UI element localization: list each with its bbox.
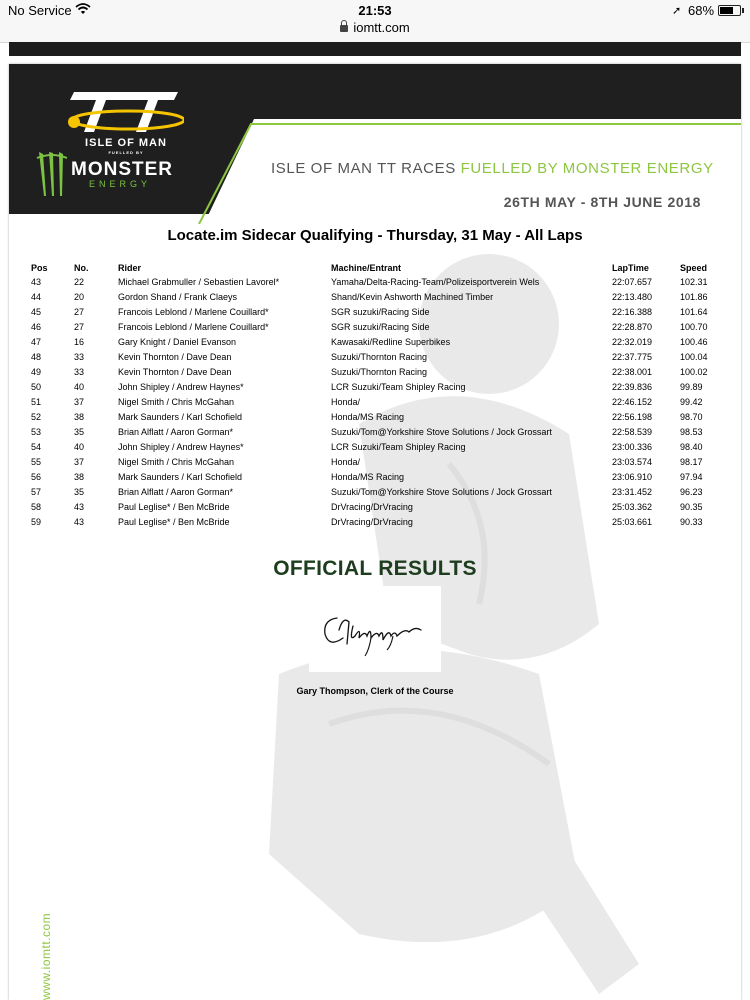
cell-machine: Suzuki/Tom@Yorkshire Stove Solutions / Jock Grossart (331, 426, 552, 437)
lock-icon (340, 25, 348, 32)
cell-rider: John Shipley / Andrew Haynes* (118, 441, 244, 452)
cell-no: 35 (74, 426, 85, 437)
cell-rider: Kevin Thornton / Dave Dean (118, 366, 232, 377)
table-row (31, 454, 720, 469)
cell-speed: 97.94 (680, 471, 703, 482)
fuelled-by-logo-text: FUELLED BY (108, 150, 144, 155)
cell-rider: Francois Leblond / Marlene Couillard* (118, 306, 269, 317)
cell-rider: Gordon Shand / Frank Claeys (118, 291, 238, 302)
cell-no: 20 (74, 291, 85, 302)
table-row (31, 484, 720, 499)
cell-pos: 56 (31, 471, 42, 482)
table-row (31, 394, 720, 409)
cell-rider: Brian Alflatt / Aaron Gorman* (118, 486, 234, 497)
cell-speed: 98.70 (680, 411, 703, 422)
cell-speed: 100.70 (680, 321, 708, 332)
table-row (31, 304, 720, 319)
cell-no: 38 (74, 471, 85, 482)
carrier-label: No Service (8, 3, 72, 18)
cell-pos: 50 (31, 381, 42, 392)
cell-machine: LCR Suzuki/Team Shipley Racing (331, 441, 466, 452)
official-results-heading: OFFICIAL RESULTS (273, 557, 477, 580)
cell-machine: Honda/MS Racing (331, 411, 405, 422)
cell-speed: 90.35 (680, 501, 703, 512)
table-row (31, 334, 720, 349)
cell-pos: 46 (31, 321, 42, 332)
results-document-page (9, 64, 741, 1000)
location-arrow-icon: ➚ (672, 5, 682, 17)
cell-rider: Mark Saunders / Karl Schofield (118, 411, 243, 422)
cell-rider: Paul Leglise* / Ben McBride (118, 501, 230, 512)
table-row (31, 379, 720, 394)
cell-rider: Nigel Smith / Chris McGahan (118, 456, 235, 467)
cell-no: 43 (74, 516, 85, 527)
cell-no: 38 (74, 411, 85, 422)
cell-pos: 57 (31, 486, 42, 497)
cell-machine: Suzuki/Tom@Yorkshire Stove Solutions / Jock Grossart (331, 486, 552, 497)
cell-no: 37 (74, 456, 85, 467)
cell-laptime: 25:03.661 (612, 516, 653, 527)
cell-laptime: 22:32.019 (612, 336, 653, 347)
col-rider-header: Rider (118, 262, 142, 273)
cell-laptime: 22:56.198 (612, 411, 653, 422)
cell-speed: 101.86 (680, 291, 708, 302)
cell-rider: Kevin Thornton / Dave Dean (118, 351, 232, 362)
battery-icon (718, 5, 741, 16)
cell-laptime: 23:31.452 (612, 486, 653, 497)
table-row (31, 469, 720, 484)
cell-laptime: 22:13.480 (612, 291, 653, 302)
cell-speed: 96.23 (680, 486, 703, 497)
tagline-sponsor: FUELLED BY MONSTER ENERGY (460, 160, 714, 177)
cell-no: 22 (74, 276, 85, 287)
monster-logo-text: MONSTER (71, 159, 173, 180)
cell-pos: 43 (31, 276, 42, 287)
cell-no: 27 (74, 321, 85, 332)
cell-laptime: 22:58.539 (612, 426, 653, 437)
cell-machine: Honda/MS Racing (331, 471, 405, 482)
cell-rider: Francois Leblond / Marlene Couillard* (118, 321, 269, 332)
cell-rider: Michael Grabmuller / Sebastien Lavorel* (118, 276, 280, 287)
col-pos-header: Pos (31, 262, 48, 273)
tt-logo-icon (54, 88, 184, 136)
cell-laptime: 23:03.574 (612, 456, 653, 467)
results-table (31, 261, 720, 529)
browser-status-bar (0, 0, 750, 43)
cell-rider: Mark Saunders / Karl Schofield (118, 471, 243, 482)
cell-speed: 102.31 (680, 276, 708, 287)
cell-speed: 100.46 (680, 336, 708, 347)
cell-laptime: 25:03.362 (612, 501, 653, 512)
clerk-name: Gary Thompson, Clerk of the Course (296, 686, 454, 696)
battery-percent: 68% (688, 3, 715, 18)
cell-laptime: 23:06.910 (612, 471, 653, 482)
cell-laptime: 22:07.657 (612, 276, 653, 287)
header-tagline (271, 160, 714, 177)
cell-machine: SGR suzuki/Racing Side (331, 306, 430, 317)
cell-machine: LCR Suzuki/Team Shipley Racing (331, 381, 466, 392)
document-title: Locate.im Sidecar Qualifying - Thursday, 31 May - All Laps (167, 227, 583, 244)
table-row (31, 514, 720, 529)
cell-no: 27 (74, 306, 85, 317)
cell-pos: 44 (31, 291, 42, 302)
side-website-text: www.iomtt.com (39, 912, 53, 1000)
col-speed-header: Speed (680, 262, 708, 273)
clock: 21:53 (358, 3, 392, 18)
cell-pos: 54 (31, 441, 42, 452)
cell-machine: Kawasaki/Redline Superbikes (331, 336, 451, 347)
monster-claw-icon (35, 150, 69, 198)
cell-no: 16 (74, 336, 85, 347)
url-text: iomtt.com (353, 20, 410, 35)
cell-speed: 99.42 (680, 396, 703, 407)
cell-machine: Honda/ (331, 396, 361, 407)
cell-no: 33 (74, 366, 85, 377)
cell-laptime: 22:39.836 (612, 381, 653, 392)
cell-rider: John Shipley / Andrew Haynes* (118, 381, 244, 392)
cell-pos: 59 (31, 516, 42, 527)
cell-speed: 98.17 (680, 456, 703, 467)
table-row (31, 499, 720, 514)
cell-pos: 53 (31, 426, 42, 437)
cell-speed: 90.33 (680, 516, 703, 527)
cell-machine: DrVracing/DrVracing (331, 516, 413, 527)
cell-pos: 49 (31, 366, 42, 377)
col-no-header: No. (74, 262, 89, 273)
col-laptime-header: LapTime (612, 262, 649, 273)
cell-laptime: 23:00.336 (612, 441, 653, 452)
cell-laptime: 22:16.388 (612, 306, 653, 317)
cell-speed: 99.89 (680, 381, 703, 392)
table-row (31, 424, 720, 439)
address-bar[interactable] (0, 20, 750, 35)
table-row (31, 439, 720, 454)
cell-laptime: 22:37.775 (612, 351, 653, 362)
table-header-row (31, 261, 720, 274)
cell-no: 40 (74, 441, 85, 452)
cell-rider: Nigel Smith / Chris McGahan (118, 396, 235, 407)
table-row (31, 364, 720, 379)
cell-pos: 55 (31, 456, 42, 467)
cell-laptime: 22:38.001 (612, 366, 653, 377)
cell-rider: Brian Alflatt / Aaron Gorman* (118, 426, 234, 437)
cell-speed: 100.02 (680, 366, 708, 377)
cell-speed: 101.64 (680, 306, 708, 317)
tagline-main: ISLE OF MAN TT RACES (271, 160, 461, 177)
signature-panel (309, 586, 441, 672)
cell-speed: 98.53 (680, 426, 703, 437)
isle-of-man-logo-text: ISLE OF MAN (85, 137, 167, 149)
cell-machine: Honda/ (331, 456, 361, 467)
table-row (31, 289, 720, 304)
cell-laptime: 22:28.870 (612, 321, 653, 332)
cell-no: 35 (74, 486, 85, 497)
col-machine-header: Machine/Entrant (331, 262, 402, 273)
cell-machine: DrVracing/DrVracing (331, 501, 413, 512)
table-row (31, 409, 720, 424)
cell-rider: Paul Leglise* / Ben McBride (118, 516, 230, 527)
cell-laptime: 22:46.152 (612, 396, 653, 407)
cell-pos: 52 (31, 411, 42, 422)
cell-speed: 98.40 (680, 441, 703, 452)
cell-speed: 100.04 (680, 351, 708, 362)
cell-pos: 45 (31, 306, 42, 317)
table-row (31, 349, 720, 364)
cell-machine: Shand/Kevin Ashworth Machined Timber (331, 291, 494, 302)
event-dates: 26TH MAY - 8TH JUNE 2018 (503, 194, 701, 210)
clerk-signature (309, 586, 441, 672)
cell-rider: Gary Knight / Daniel Evanson (118, 336, 237, 347)
cell-pos: 58 (31, 501, 42, 512)
energy-logo-text: ENERGY (89, 179, 152, 189)
cell-no: 40 (74, 381, 85, 392)
cell-machine: Yamaha/Delta-Racing-Team/Polizeisportverein Wels (331, 276, 540, 287)
cell-pos: 51 (31, 396, 42, 407)
cell-no: 43 (74, 501, 85, 512)
cell-no: 37 (74, 396, 85, 407)
cell-pos: 47 (31, 336, 42, 347)
cell-machine: Suzuki/Thornton Racing (331, 351, 428, 362)
cell-machine: SGR suzuki/Racing Side (331, 321, 430, 332)
previous-page-edge (9, 42, 741, 56)
table-row (31, 319, 720, 334)
cell-machine: Suzuki/Thornton Racing (331, 366, 428, 377)
cell-no: 33 (74, 351, 85, 362)
table-row (31, 274, 720, 289)
cell-pos: 48 (31, 351, 42, 362)
